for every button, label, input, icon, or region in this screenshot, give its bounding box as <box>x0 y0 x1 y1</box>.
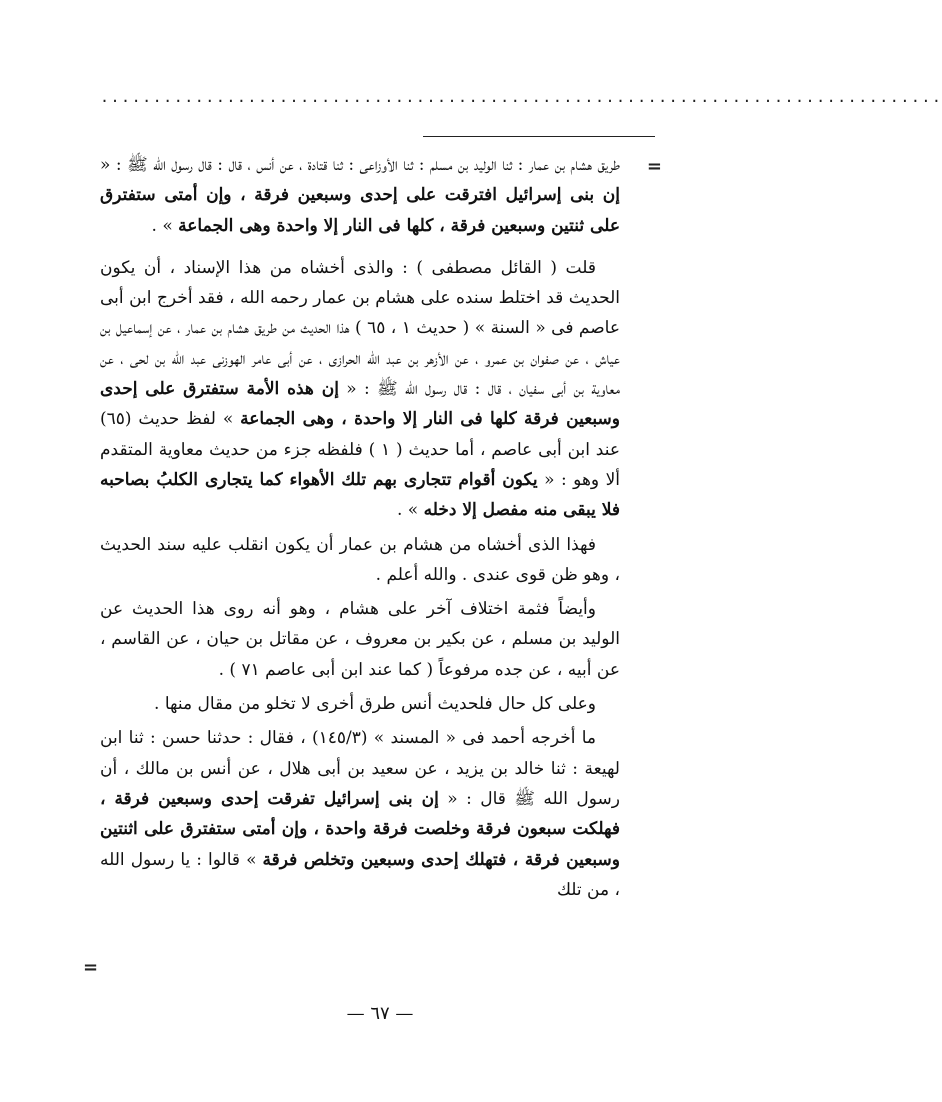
paragraph-4 <box>100 594 620 685</box>
page-number: — ٦٧ — <box>346 1003 414 1024</box>
paragraph-2 <box>100 253 620 526</box>
paragraph-2-text-c: » لفظ حديث (٦٥) عند ابن أبى عاصم ، أما حديث ( ١ ) فلفظه جزء من حديث معاوية المتقدم ألا وهو : « <box>100 409 621 490</box>
paragraph-6-text-a: ما أخرجه أحمد فى « المسند » (١٤٥/٣) ، فقال : حدثنا حسن : ثنا ابن لهيعة : ثنا خالد بن يزيد ، عن سعيد بن أبى هلال ، عن أنس بن مالك ، أن رسول الله ﷺ قال : « <box>100 728 620 809</box>
paragraph-3-text: فهذا الذى أخشاه من هشام بن عمار أن يكون انقلب عليه سند الحديث ، وهو ظن قوى عندى . والله أعلم . <box>100 534 620 585</box>
paragraph-1-hadith-bold: إن بنى إسرائيل افترقت على إحدى وسبعين فرقة ، وإن أمتى ستفترق على ثنتين وسبعين فرقة ، كلها فى النار إلا واحدة وهى الجماعة <box>100 185 620 236</box>
paragraph-1-text-a: طريق هشام بن عمار : ثنا الوليد بن مسلم : ثنا الأوزاعى : ثنا قتادة ، عن أنس ، قال : قال رسول الله ﷺ : « <box>100 155 620 175</box>
paragraph-5 <box>100 689 620 719</box>
paragraph-6 <box>100 723 620 905</box>
paragraph-2-hadith-bold-1: إن هذه الأمة ستفترق على إحدى وسبعين فرقة كلها فى النار إلا واحدة ، وهى الجماعة <box>100 379 620 430</box>
header-dotted-rule: ................................................................................ <box>100 88 942 106</box>
footnote-separator-line <box>423 136 655 137</box>
continuation-marker-bottom: = <box>83 957 99 978</box>
paragraph-6-text-c: » قالوا : يا رسول الله ، من تلك <box>100 849 620 900</box>
continuation-marker-top: = <box>646 156 662 177</box>
page-body <box>100 150 620 909</box>
paragraph-2-text-a: قلت ( القائل مصطفى ) : والذى أخشاه من هذا الإسناد ، أن يكون الحديث قد اختلط سنده على هشام بن عمار رحمه الله ، فقد أخرج ابن أبى عاصم فى « السنة » ( حديث ١ ، ٦٥ ) هذا الحديث من طريق هشام بن عمار ، عن إسماعيل بن عياش ، عن صفوان بن عمرو ، عن الأزهر بن عبد الله الحرازى ، عن أبى عامر الهوزنى عبد الله بن لحى ، عن معاوية بن أبى سفيان ، قال : قال رسول الله ﷺ : « <box>100 257 621 400</box>
paragraph-5-text: وعلى كل حال فلحديث أنس طرق أخرى لا تخلو من مقال منها . <box>154 694 596 715</box>
paragraph-2-text-e: » . <box>396 500 424 521</box>
paragraph-3 <box>100 530 620 591</box>
paragraph-6-hadith-bold: إن بنى إسرائيل تفرقت إحدى وسبعين فرقة ، فهلكت سبعون فرقة وخلصت فرقة واحدة ، وإن أمتى ستفترق على اثنتين وسبعين فرقة ، فتهلك إحدى وسبعين وتخلص فرقة <box>100 788 621 870</box>
paragraph-4-text: وأيضاً فثمة اختلاف آخر على هشام ، وهو أنه روى هذا الحديث عن الوليد بن مسلم ، عن بكير بن معروف ، عن مقاتل بن حيان ، عن القاسم ، عن أبيه ، عن جده مرفوعاً ( كما عند ابن أبى عاصم ٧١ ) . <box>100 599 620 680</box>
paragraph-1-text-c: » . <box>151 215 179 236</box>
paragraph-1 <box>100 150 620 241</box>
paragraph-2-hadith-bold-2: يكون أقوام تتجارى بهم تلك الأهواء كما يتجارى الكلبُ بصاحبه فلا يبقى منه مفصل إلا دخله <box>100 469 620 521</box>
